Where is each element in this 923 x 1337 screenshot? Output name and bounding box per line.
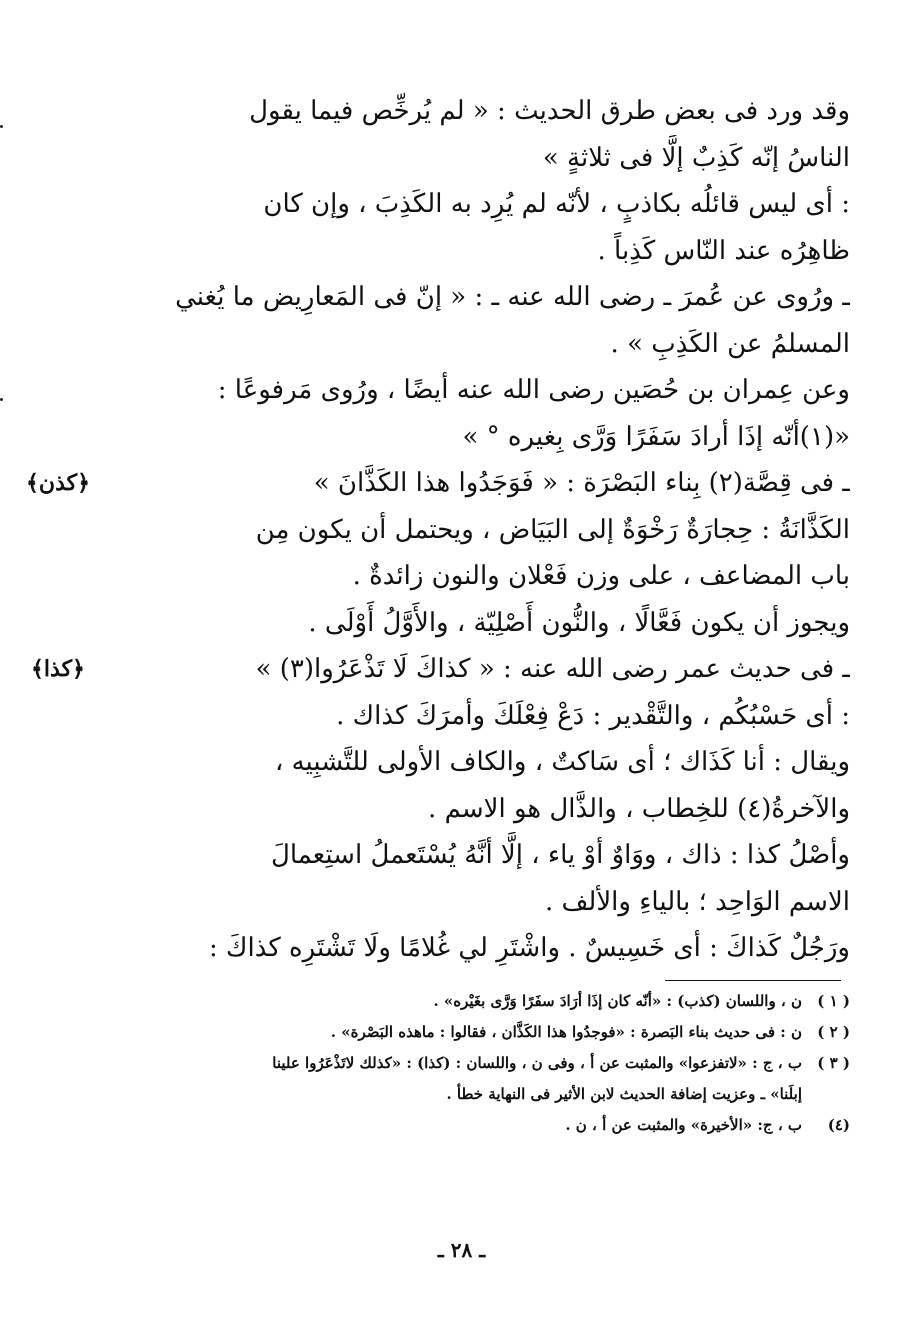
- text-line: وعن عِمران بن حُصَين رضى الله عنه أيضًا ، ورُوى مَرفوعًا :: [217, 375, 850, 405]
- footnote: [80, 1017, 850, 1048]
- footnote-number: ( ٣ ): [817, 1054, 850, 1072]
- footnote-text: ب ، ج: «الأخيرة» والمثبت عن أ ، ن .: [565, 1116, 802, 1134]
- text-line: الناسُ إنّه كَذِبٌ إلَّا فى ثلاثةٍ »: [542, 142, 850, 173]
- footnote-text: ن ، واللسان (كذب) : «أنّه كان إذَا أرَادَ سفَرًا وَرَّى بغَيْره» .: [433, 992, 802, 1010]
- page-number: ـ ٢٨ ـ: [437, 1238, 486, 1262]
- text-line: ـ فى قِصَّة(٢) بِناء البَصْرَة : « فَوَجَدُوا هذا الكَذَّانَ »: [313, 468, 850, 498]
- footnote: [80, 986, 850, 1017]
- footnote-continuation: إبلَنا» ـ وعزيت إضافة الحديث لابن الأثير فى النهاية خطأ .: [446, 1085, 802, 1103]
- footnote-number: ( ١ ): [817, 992, 850, 1010]
- text-line: : أى ليس قائلُه بكاذبٍ ، لأنّه لم يُرِد به الكَذِبَ ، وإن كان: [263, 189, 850, 219]
- margin-gloss: ﴿كذن﴾: [26, 470, 90, 496]
- scan-edge-mark: [0, 125, 3, 128]
- margin-gloss: ﴿كذا﴾: [31, 656, 85, 682]
- footnotes: [80, 986, 850, 1141]
- footnote: [80, 1048, 850, 1079]
- text-line: والآخرةُ(٤) للخِطاب ، والذَّال هو الاسم .: [428, 793, 850, 824]
- text-line: الاسم الوَاحِد ؛ بالياءِ والألف .: [544, 886, 850, 917]
- text-line: ويقال : أنا كَذَاك ؛ أى سَاكتٌ ، والكاف الأولى للتَّشبِيه ،: [274, 747, 850, 777]
- text-line: المسلمُ عن الكَذِبِ » .: [610, 328, 850, 359]
- text-line: الكَذَّانَةُ : حِجارَةٌ رَخْوَةٌ إلى البَيَاض ، ويحتمل أن يكون مِن: [255, 514, 850, 545]
- text-line: وأصْلُ كذا : ذاك ، ووَاوٌ أوْ ياء ، إلَّا أنَّهُ يُسْتَعملُ استِعمالَ: [270, 840, 850, 870]
- text-line: ـ فى حديث عمر رضى الله عنه : « كذاكَ لَا تَذْعَرُوا(٣) »: [255, 654, 850, 684]
- text-line: وقد ورد فى بعض طرق الحديث : « لم يُرخِّص فيما يقول: [249, 96, 850, 126]
- main-text: [110, 88, 850, 972]
- text-line: «(١)أنّه إذَا أرادَ سَفَرًا وَرَّى بِغيره ° »: [462, 421, 850, 452]
- footnote-text: ن : فى حديث بناء البَصرة : «فوجدُوا هذا الكَذَّان ، فقالوا : ماهذه البَصْرة» .: [330, 1023, 802, 1041]
- text-line: : أى حَسْبُكُم ، والتَّقْدير : دَعْ فِعْلَكَ وأمرَكَ كذاك .: [336, 700, 850, 731]
- text-line: ـ ورُوى عن عُمرَ ـ رضى الله عنه ـ : « إنّ فى المَعارِيض ما يُغني: [175, 282, 850, 312]
- footnote: [80, 1110, 850, 1141]
- footnote-number: (٤): [827, 1116, 850, 1134]
- scan-edge-mark: [0, 398, 3, 401]
- footnote-separator: [665, 980, 841, 981]
- text-line: باب المضاعف ، على وزن فَعْلان والنون زائدةٌ .: [352, 561, 850, 591]
- text-line: ورَجُلٌ كَذاكَ : أى خَسِيسٌ . واشْتَرِ لي غُلامًا ولَا تَشْتَرِه كذاكَ :: [209, 933, 850, 963]
- text-line: ويجوز أن يكون فَعَّالًا ، والنُّون أَصْلِيّة ، والأَوَّلُ أَوْلَى .: [308, 607, 850, 638]
- footnote-text: ب ، ج : «لاتفزعوا» والمثبت عن أ ، وفى ن ، واللسان : (كذا) : «كذلك لاتَذْعَرُوا علينا: [272, 1054, 802, 1072]
- footnote-number: ( ٢ ): [817, 1023, 850, 1041]
- text-line: ظاهِرُه عند النّاس كَذِباً .: [597, 235, 850, 266]
